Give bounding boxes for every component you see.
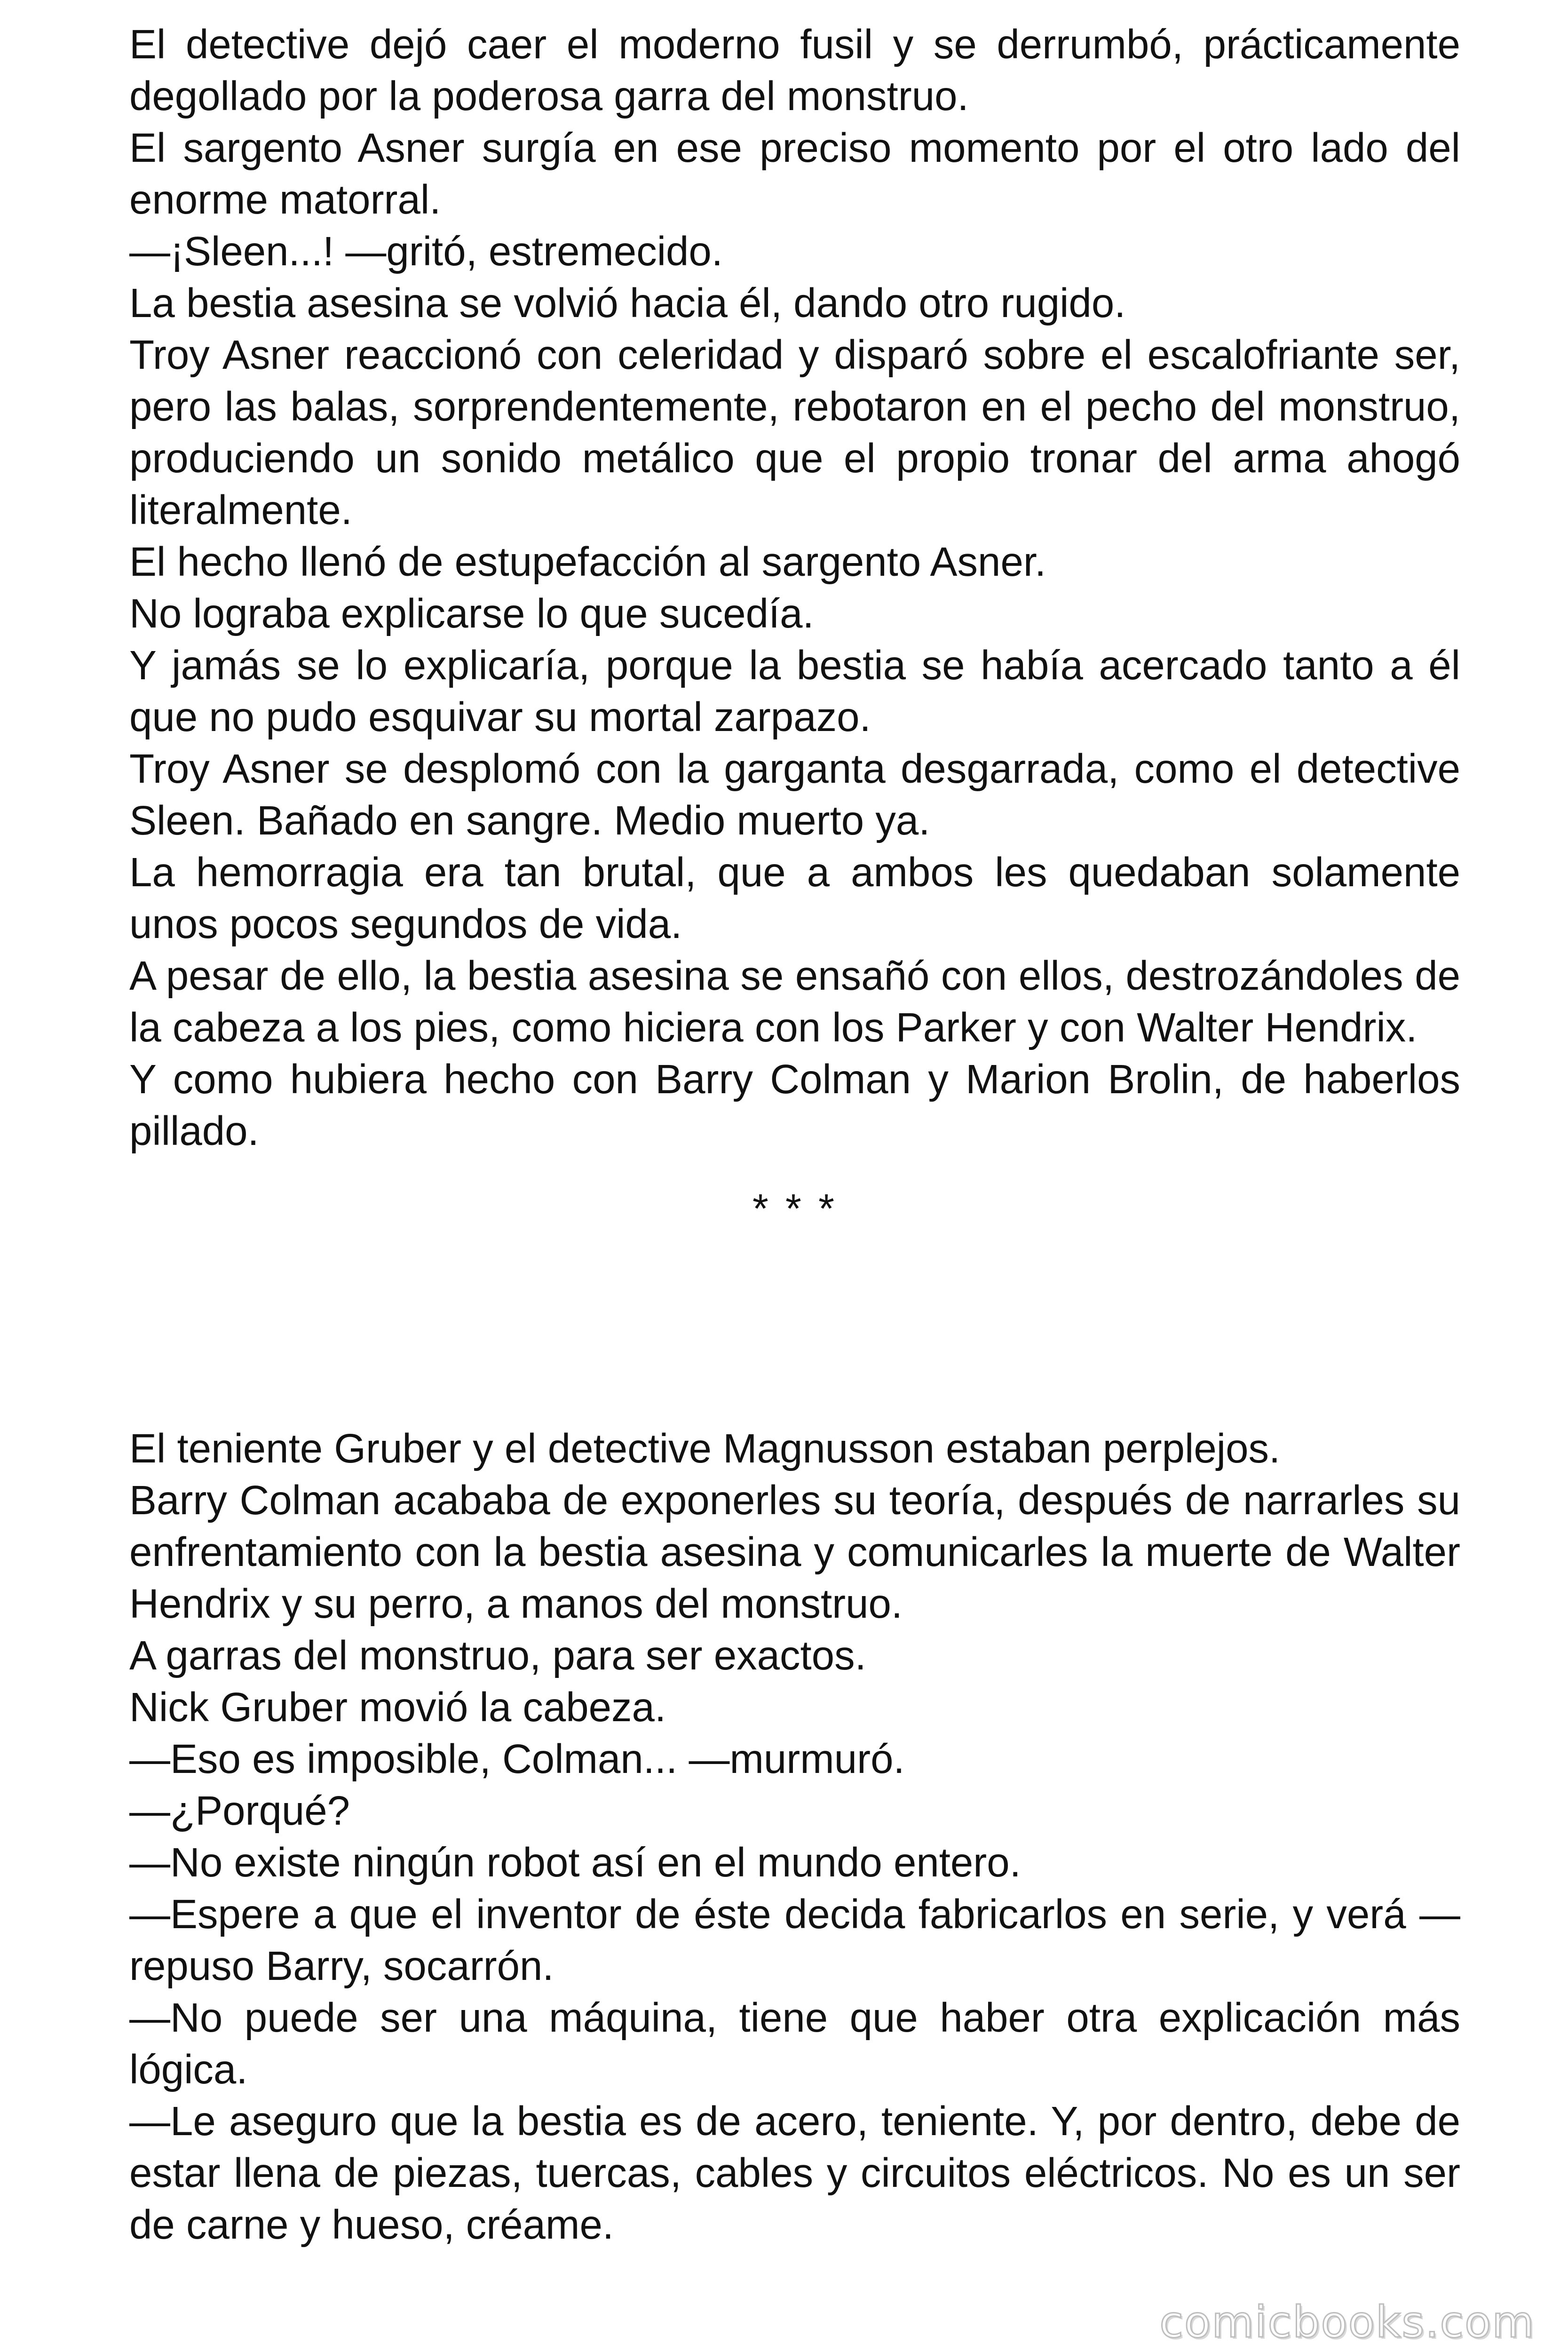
paragraph: A pesar de ello, la bestia asesina se ensañó con ellos, destrozándoles de la cabeza a los pies, como hiciera con los Parker y con Walter Hendrix. — [129, 953, 1460, 1050]
paragraph: La bestia asesina se volvió hacia él, dando otro rugido. — [129, 280, 1126, 326]
site-watermark: comicbooks.com — [1159, 2297, 1535, 2347]
paragraph: A garras del monstruo, para ser exactos. — [129, 1633, 866, 1678]
paragraph: Y como hubiera hecho con Barry Colman y Marion Brolin, de haberlos pillado. — [129, 1057, 1460, 1154]
section-2 — [129, 1423, 1460, 2251]
paragraph: —Eso es imposible, Colman... —murmuró. — [129, 1736, 905, 1782]
paragraph: —No puede ser una máquina, tiene que haber otra explicación más lógica. — [129, 1995, 1460, 2092]
paragraph: Barry Colman acababa de exponerles su teoría, después de narrarles su enfrentamiento con la bestia asesina y comunicarles la muerte de Walter Hendrix y su perro, a manos del monstruo. — [129, 1478, 1460, 1627]
paragraph: Troy Asner se desplomó con la garganta desgarrada, como el detective Sleen. Bañado en sangre. Medio muerto ya. — [129, 746, 1460, 843]
paragraph: Troy Asner reaccionó con celeridad y disparó sobre el escalofriante ser, pero las balas, sorprendentemente, rebotaron en el pecho del monstruo, produciendo un sonido metálico que el propio tronar del arma ahogó literalmente. — [129, 332, 1460, 533]
paragraph: El teniente Gruber y el detective Magnusson estaban perplejos. — [129, 1426, 1281, 1471]
paragraph: No lograba explicarse lo que sucedía. — [129, 591, 814, 636]
section-1 — [129, 19, 1460, 1157]
paragraph: La hemorragia era tan brutal, que a ambos les quedaban solamente unos pocos segundos de vida. — [129, 850, 1460, 947]
paragraph: —¿Porqué? — [129, 1788, 350, 1834]
paragraph: El hecho llenó de estupefacción al sargento Asner. — [129, 539, 1046, 585]
paragraph: Y jamás se lo explicaría, porque la bestia se había acercado tanto a él que no pudo esquivar su mortal zarpazo. — [129, 643, 1460, 740]
paragraph: —Le aseguro que la bestia es de acero, teniente. Y, por dentro, debe de estar llena de piezas, tuercas, cables y circuitos eléctricos. No es un ser de carne y hueso, créame. — [129, 2098, 1460, 2248]
section-gap — [129, 1235, 1460, 1423]
scene-break-separator: * * * — [752, 1186, 837, 1232]
paragraph: El detective dejó caer el moderno fusil y se derrumbó, prácticamente degollado por la poderosa garra del monstruo. — [129, 22, 1460, 119]
paragraph: Nick Gruber movió la cabeza. — [129, 1685, 666, 1730]
paragraph: —¡Sleen...! —gritó, estremecido. — [129, 229, 723, 274]
paragraph: —No existe ningún robot así en el mundo entero. — [129, 1840, 1021, 1885]
book-page — [129, 19, 1460, 2251]
paragraph: El sargento Asner surgía en ese preciso momento por el otro lado del enorme matorral. — [129, 125, 1460, 222]
paragraph: —Espere a que el inventor de éste decida fabricarlos en serie, y verá —repuso Barry, socarrón. — [129, 1891, 1460, 1989]
